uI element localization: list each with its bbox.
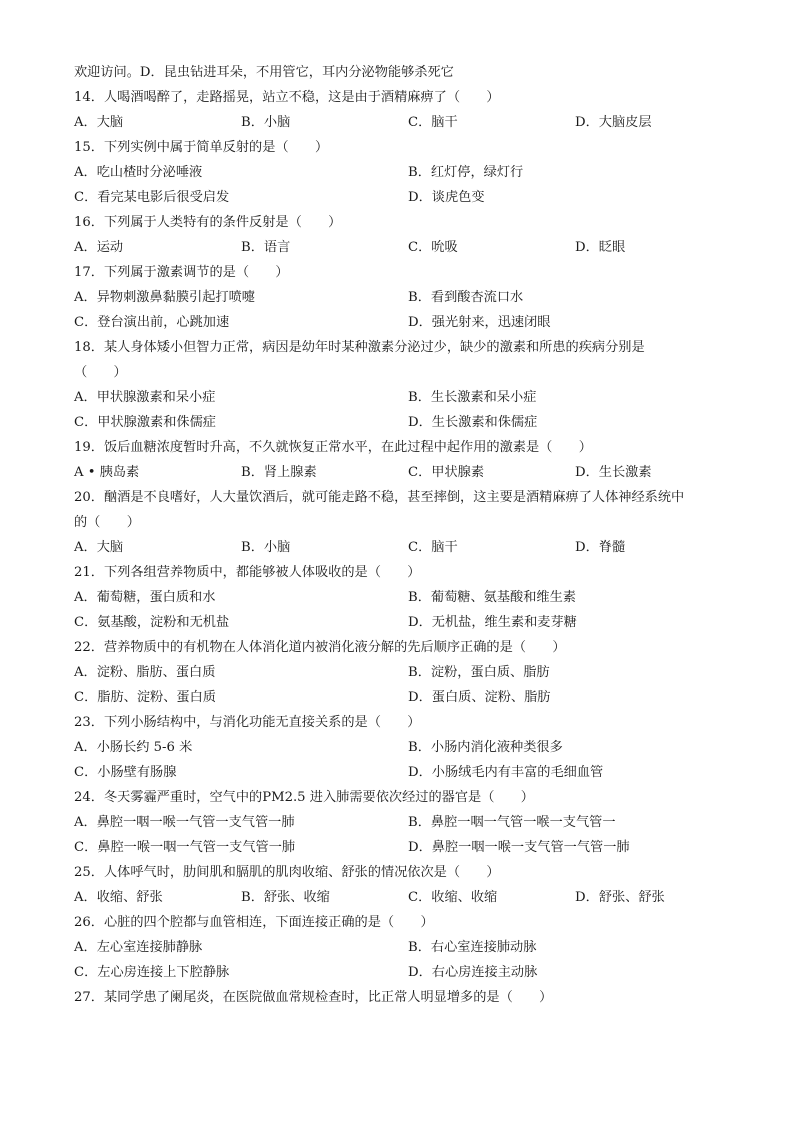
option-c: C．看完某电影后很受启发	[74, 190, 230, 205]
option-b: B．红灯停，绿灯行	[408, 165, 524, 180]
option-d: D．小肠绒毛内有丰富的毛细血管	[408, 765, 604, 780]
option-a: A • 胰岛素	[74, 465, 140, 480]
option-c: C．左心房连接上下腔静脉	[74, 965, 230, 980]
option-a: A．吃山楂时分泌唾液	[74, 165, 203, 180]
question-17-options-row1	[74, 285, 734, 310]
option-b: B．淀粉，蛋白质、脂肪	[408, 665, 550, 680]
option-d: D．右心房连接主动脉	[408, 965, 538, 980]
question-25-options	[74, 885, 734, 910]
question-24-options-row1	[74, 810, 734, 835]
question-23-options-row1	[74, 735, 734, 760]
option-c: C．脂肪、淀粉、蛋白质	[74, 690, 216, 705]
option-b: B．看到酸杏流口水	[408, 290, 524, 305]
option-d: D．蛋白质、淀粉、脂肪	[408, 690, 551, 705]
option-a: A．鼻腔一咽一喉一气管一支气管一肺	[74, 815, 295, 830]
question-14-stem: 14．人喝酒喝醉了，走路摇晃，站立不稳，这是由于酒精麻痹了（ ）	[74, 90, 500, 105]
option-c: C．收缩、收缩	[408, 890, 498, 905]
option-b: B．舒张、收缩	[241, 890, 330, 905]
option-d: D．强光射来，迅速闭眼	[408, 315, 551, 330]
option-d: D．大脑皮层	[575, 115, 652, 130]
question-23-stem: 23．下列小肠结构中，与消化功能无直接关系的是（ ）	[74, 715, 421, 730]
option-c: C．甲状腺素	[408, 465, 485, 480]
question-24-options-row2	[74, 835, 734, 860]
question-16-options	[74, 235, 734, 260]
option-a: A．收缩、舒张	[74, 890, 163, 905]
option-a: A．甲状腺激素和呆小症	[74, 390, 216, 405]
question-16-stem: 16．下列属于人类特有的条件反射是（ ）	[74, 215, 342, 230]
question-23-options-row2	[74, 760, 734, 785]
option-c: C．甲状腺激素和侏儒症	[74, 415, 216, 430]
question-19-options	[74, 460, 734, 485]
question-19-stem: 19．饭后血糖浓度暂时升高，不久就恢复正常水平，在此过程中起作用的激素是（ ）	[74, 440, 592, 455]
option-a: A．左心室连接肺静脉	[74, 940, 203, 955]
option-c: C．鼻腔一喉一咽一气管一支气管一肺	[74, 840, 296, 855]
option-a: A．大脑	[74, 115, 124, 130]
question-21-options-row2	[74, 610, 734, 635]
option-b: B．小脑	[241, 540, 291, 555]
question-17-options-row2	[74, 310, 734, 335]
question-25-stem: 25．人体呼气时，肋间肌和膈肌的肌肉收缩、舒张的情况依次是（ ）	[74, 865, 500, 880]
question-21-stem: 21．下列各组营养物质中，都能够被人体吸收的是（ ）	[74, 565, 421, 580]
question-20-options	[74, 535, 734, 560]
option-b: B．小肠内消化液种类很多	[408, 740, 563, 755]
option-b: B．生长激素和呆小症	[408, 390, 537, 405]
question-26-stem: 26．心脏的四个腔都与血管相连，下面连接正确的是（ ）	[74, 915, 434, 930]
option-d: D．鼻腔一咽一喉一支气管一气管一肺	[408, 840, 630, 855]
option-c: C．氨基酸，淀粉和无机盐	[74, 615, 230, 630]
option-d: D．谈虎色变	[408, 190, 485, 205]
exam-page	[74, 60, 734, 1010]
question-20-stem: 20．酗酒是不良嗜好，人大量饮酒后，就可能走路不稳，甚至摔倒，这主要是酒精麻痹了人体神经系统中	[74, 490, 685, 505]
option-a: A．淀粉、脂肪、蛋白质	[74, 665, 216, 680]
question-21-options-row1	[74, 585, 734, 610]
option-c: C．小肠壁有肠腺	[74, 765, 177, 780]
option-a: A．运动	[74, 240, 124, 255]
option-a: A．异物刺激鼻黏膜引起打喷嚏	[74, 290, 255, 305]
question-26-options-row1	[74, 935, 734, 960]
question-15-stem: 15．下列实例中属于简单反射的是（ ）	[74, 140, 329, 155]
option-d: D．脊髓	[575, 540, 626, 555]
option-d: D．无机盐，维生素和麦芽糖	[408, 615, 577, 630]
question-15-options-row1	[74, 160, 734, 185]
option-b: B．右心室连接肺动脉	[408, 940, 537, 955]
option-b: B．语言	[241, 240, 291, 255]
question-17-stem: 17．下列属于激素调节的是（ ）	[74, 265, 289, 280]
option-a: A．大脑	[74, 540, 124, 555]
question-27-stem: 27．某同学患了阑尾炎，在医院做血常规检查时，比正常人明显增多的是（ ）	[74, 990, 553, 1005]
question-26-options-row2	[74, 960, 734, 985]
option-a: A．小肠长约 5-6 米	[74, 740, 193, 755]
option-d: D．眨眼	[575, 240, 626, 255]
question-24-stem: 24．冬天雾霾严重时，空气中的PM2.5 进入肺需要依次经过的器官是（ ）	[74, 790, 534, 805]
question-18-stem: 18．某人身体矮小但智力正常，病因是幼年时某种激素分泌过少，缺少的激素和所患的疾病分别是	[74, 340, 645, 355]
question-22-options-row1	[74, 660, 734, 685]
option-a: A．葡萄糖，蛋白质和水	[74, 590, 216, 605]
question-15-options-row2	[74, 185, 734, 210]
question-18-stem-cont: （ ）	[74, 365, 127, 380]
question-22-stem: 22．营养物质中的有机物在人体消化道内被消化液分解的先后顺序正确的是（ ）	[74, 640, 566, 655]
intro-line: 欢迎访问。D．昆虫钻进耳朵，不用管它，耳内分泌物能够杀死它	[74, 65, 454, 80]
option-d: D．生长激素和侏儒症	[408, 415, 538, 430]
option-c: C．吮吸	[408, 240, 458, 255]
question-18-options-row2	[74, 410, 734, 435]
question-14-options	[74, 110, 734, 135]
option-b: B．小脑	[241, 115, 291, 130]
option-c: C．登台演出前，心跳加速	[74, 315, 230, 330]
option-b: B．肾上腺素	[241, 465, 317, 480]
option-d: D．舒张、舒张	[575, 890, 665, 905]
option-b: B．鼻腔一咽一气管一喉一支气管一	[408, 815, 616, 830]
question-22-options-row2	[74, 685, 734, 710]
question-18-options-row1	[74, 385, 734, 410]
option-c: C．脑干	[408, 115, 458, 130]
option-c: C．脑干	[408, 540, 458, 555]
question-20-stem-cont: 的（ ）	[74, 515, 140, 530]
option-b: B．葡萄糖、氨基酸和维生素	[408, 590, 576, 605]
option-d: D．生长激素	[575, 465, 652, 480]
